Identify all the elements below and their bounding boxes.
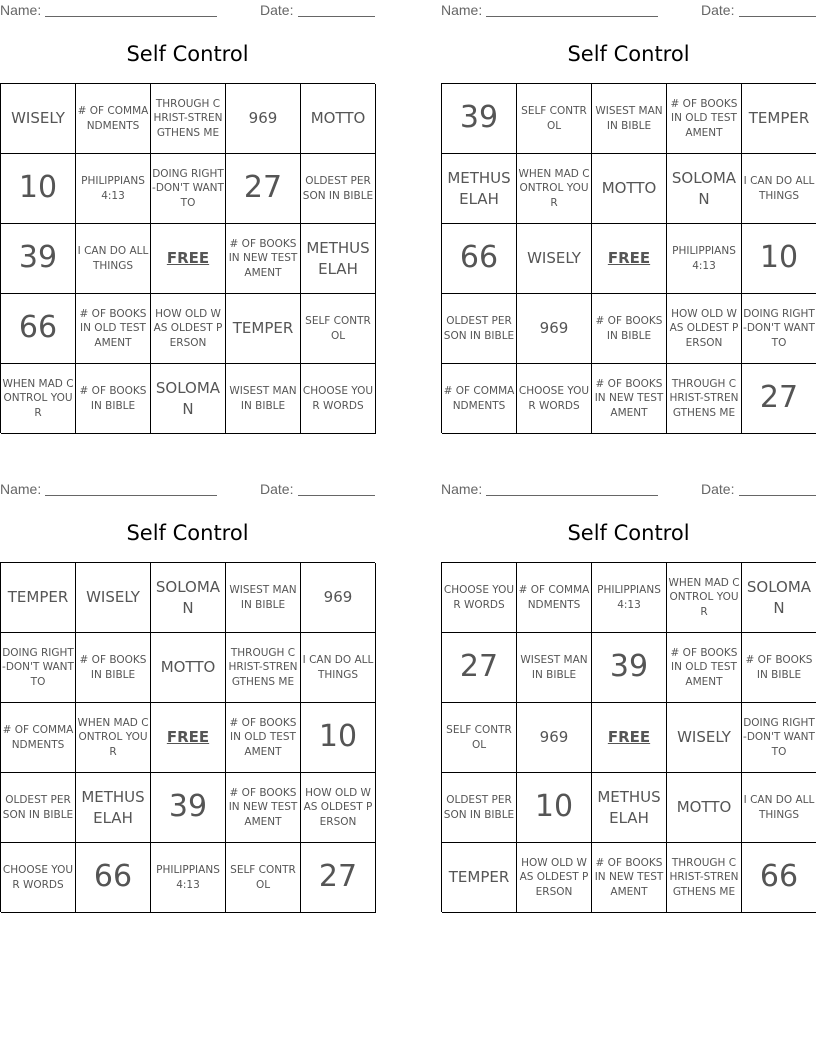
bingo-cell: WHEN MAD CONTROL YOUR bbox=[76, 703, 151, 773]
bingo-cell: 969 bbox=[517, 294, 592, 364]
free-space: FREE bbox=[592, 703, 667, 773]
bingo-cell: I CAN DO ALL THINGS bbox=[742, 773, 816, 843]
free-space: FREE bbox=[151, 224, 226, 294]
bingo-cell: 66 bbox=[442, 224, 517, 294]
bingo-cell: # OF BOOKS IN BIBLE bbox=[76, 633, 151, 703]
bingo-cell: OLDEST PERSON IN BIBLE bbox=[442, 294, 517, 364]
bingo-cell: PHILIPPIANS 4:13 bbox=[667, 224, 742, 294]
bingo-cell: 27 bbox=[442, 633, 517, 703]
free-space: FREE bbox=[151, 703, 226, 773]
bingo-cell: CHOOSE YOUR WORDS bbox=[517, 364, 592, 434]
bingo-cell: THROUGH CHRIST-STRENGTHENS ME bbox=[667, 843, 742, 913]
bingo-cell: MOTTO bbox=[151, 633, 226, 703]
bingo-cell: HOW OLD WAS OLDEST PERSON bbox=[667, 294, 742, 364]
bingo-cell: 969 bbox=[517, 703, 592, 773]
bingo-cell: 66 bbox=[742, 843, 816, 913]
bingo-grid bbox=[441, 562, 816, 912]
name-blank-line bbox=[486, 16, 658, 17]
date-label: Date: bbox=[701, 2, 735, 18]
bingo-cell: 10 bbox=[742, 224, 816, 294]
bingo-cell: # OF BOOKS IN BIBLE bbox=[76, 364, 151, 434]
bingo-cell: # OF BOOKS IN BIBLE bbox=[742, 633, 816, 703]
bingo-cell: WHEN MAD CONTROL YOUR bbox=[1, 364, 76, 434]
bingo-cell: DOING RIGHT-DON'T WANT TO bbox=[742, 703, 816, 773]
bingo-cell: SELF CONTROL bbox=[301, 294, 376, 364]
date-label: Date: bbox=[701, 481, 735, 497]
bingo-grid bbox=[0, 562, 375, 912]
bingo-cell: WISELY bbox=[76, 563, 151, 633]
bingo-cell: OLDEST PERSON IN BIBLE bbox=[1, 773, 76, 843]
bingo-cell: WISEST MAN IN BIBLE bbox=[226, 364, 301, 434]
bingo-cell: CHOOSE YOUR WORDS bbox=[301, 364, 376, 434]
bingo-cell: 27 bbox=[226, 154, 301, 224]
bingo-cell: # OF COMMANDMENTS bbox=[442, 364, 517, 434]
bingo-cell: SOLOMAN bbox=[151, 364, 226, 434]
bingo-cell: DOING RIGHT-DON'T WANT TO bbox=[151, 154, 226, 224]
bingo-cell: OLDEST PERSON IN BIBLE bbox=[301, 154, 376, 224]
bingo-cell: 39 bbox=[442, 84, 517, 154]
free-space: FREE bbox=[592, 224, 667, 294]
card-title: Self Control bbox=[126, 42, 249, 66]
bingo-cell: I CAN DO ALL THINGS bbox=[301, 633, 376, 703]
bingo-cell: PHILIPPIANS 4:13 bbox=[151, 843, 226, 913]
bingo-grid bbox=[0, 83, 375, 433]
bingo-cell: 39 bbox=[1, 224, 76, 294]
bingo-cell: 39 bbox=[592, 633, 667, 703]
bingo-cell: 66 bbox=[76, 843, 151, 913]
card-title: Self Control bbox=[126, 521, 249, 545]
bingo-cell: # OF BOOKS IN OLD TESTAMENT bbox=[226, 703, 301, 773]
bingo-cell: I CAN DO ALL THINGS bbox=[742, 154, 816, 224]
bingo-cell: # OF BOOKS IN NEW TESTAMENT bbox=[592, 843, 667, 913]
bingo-cell: WISELY bbox=[517, 224, 592, 294]
bingo-cell: METHUSELAH bbox=[301, 224, 376, 294]
bingo-cell: 66 bbox=[1, 294, 76, 364]
bingo-cell: SELF CONTROL bbox=[226, 843, 301, 913]
card-header bbox=[0, 0, 375, 20]
bingo-cell: THROUGH CHRIST-STRENGTHENS ME bbox=[151, 84, 226, 154]
name-label: Name: bbox=[0, 481, 42, 497]
bingo-cell: THROUGH CHRIST-STRENGTHENS ME bbox=[667, 364, 742, 434]
bingo-cell: # OF BOOKS IN NEW TESTAMENT bbox=[226, 773, 301, 843]
bingo-cell: # OF COMMANDMENTS bbox=[517, 563, 592, 633]
name-blank-line bbox=[486, 495, 658, 496]
date-blank-line bbox=[739, 16, 816, 17]
bingo-cell: WISELY bbox=[1, 84, 76, 154]
bingo-cell: # OF BOOKS IN BIBLE bbox=[592, 294, 667, 364]
bingo-cell: 27 bbox=[742, 364, 816, 434]
bingo-cell: # OF BOOKS IN NEW TESTAMENT bbox=[226, 224, 301, 294]
bingo-cell: METHUSELAH bbox=[592, 773, 667, 843]
bingo-cell: HOW OLD WAS OLDEST PERSON bbox=[301, 773, 376, 843]
bingo-cell: 39 bbox=[151, 773, 226, 843]
bingo-cell: 27 bbox=[301, 843, 376, 913]
bingo-cell: DOING RIGHT-DON'T WANT TO bbox=[742, 294, 816, 364]
bingo-cell: METHUSELAH bbox=[76, 773, 151, 843]
bingo-cell: 969 bbox=[301, 563, 376, 633]
bingo-cell: # OF COMMANDMENTS bbox=[76, 84, 151, 154]
bingo-cell: 969 bbox=[226, 84, 301, 154]
bingo-cell: PHILIPPIANS 4:13 bbox=[76, 154, 151, 224]
bingo-cell: CHOOSE YOUR WORDS bbox=[1, 843, 76, 913]
date-label: Date: bbox=[260, 481, 294, 497]
bingo-cell: MOTTO bbox=[592, 154, 667, 224]
card-header bbox=[0, 479, 375, 499]
bingo-cell: # OF BOOKS IN NEW TESTAMENT bbox=[592, 364, 667, 434]
name-blank-line bbox=[45, 495, 217, 496]
bingo-cell: WHEN MAD CONTROL YOUR bbox=[517, 154, 592, 224]
name-label: Name: bbox=[441, 2, 483, 18]
bingo-cell: SELF CONTROL bbox=[517, 84, 592, 154]
bingo-cell: TEMPER bbox=[1, 563, 76, 633]
bingo-cell: DOING RIGHT-DON'T WANT TO bbox=[1, 633, 76, 703]
name-label: Name: bbox=[441, 481, 483, 497]
card-title: Self Control bbox=[567, 42, 690, 66]
card-title: Self Control bbox=[567, 521, 690, 545]
bingo-cell: SOLOMAN bbox=[667, 154, 742, 224]
bingo-cell: WISEST MAN IN BIBLE bbox=[517, 633, 592, 703]
bingo-cell: # OF BOOKS IN OLD TESTAMENT bbox=[667, 84, 742, 154]
bingo-cell: 10 bbox=[517, 773, 592, 843]
bingo-cell: WISEST MAN IN BIBLE bbox=[592, 84, 667, 154]
bingo-cell: # OF BOOKS IN OLD TESTAMENT bbox=[76, 294, 151, 364]
bingo-cell: METHUSELAH bbox=[442, 154, 517, 224]
bingo-cell: I CAN DO ALL THINGS bbox=[76, 224, 151, 294]
bingo-cell: WISEST MAN IN BIBLE bbox=[226, 563, 301, 633]
bingo-cell: SOLOMAN bbox=[151, 563, 226, 633]
bingo-cell: WHEN MAD CONTROL YOUR bbox=[667, 563, 742, 633]
bingo-cell: HOW OLD WAS OLDEST PERSON bbox=[151, 294, 226, 364]
card-header bbox=[441, 479, 816, 499]
bingo-cell: MOTTO bbox=[667, 773, 742, 843]
date-blank-line bbox=[739, 495, 816, 496]
bingo-cell: # OF COMMANDMENTS bbox=[1, 703, 76, 773]
name-blank-line bbox=[45, 16, 217, 17]
bingo-cell: CHOOSE YOUR WORDS bbox=[442, 563, 517, 633]
bingo-cell: TEMPER bbox=[226, 294, 301, 364]
bingo-cell: WISELY bbox=[667, 703, 742, 773]
date-label: Date: bbox=[260, 2, 294, 18]
bingo-cell: SELF CONTROL bbox=[442, 703, 517, 773]
bingo-cell: PHILIPPIANS 4:13 bbox=[592, 563, 667, 633]
bingo-cell: TEMPER bbox=[442, 843, 517, 913]
bingo-cell: HOW OLD WAS OLDEST PERSON bbox=[517, 843, 592, 913]
date-blank-line bbox=[298, 495, 375, 496]
bingo-cell: TEMPER bbox=[742, 84, 816, 154]
date-blank-line bbox=[298, 16, 375, 17]
bingo-cell: OLDEST PERSON IN BIBLE bbox=[442, 773, 517, 843]
card-header bbox=[441, 0, 816, 20]
name-label: Name: bbox=[0, 2, 42, 18]
bingo-cell: # OF BOOKS IN OLD TESTAMENT bbox=[667, 633, 742, 703]
bingo-cell: 10 bbox=[301, 703, 376, 773]
bingo-cell: 10 bbox=[1, 154, 76, 224]
bingo-cell: MOTTO bbox=[301, 84, 376, 154]
bingo-cell: SOLOMAN bbox=[742, 563, 816, 633]
bingo-cell: THROUGH CHRIST-STRENGTHENS ME bbox=[226, 633, 301, 703]
bingo-grid bbox=[441, 83, 816, 433]
